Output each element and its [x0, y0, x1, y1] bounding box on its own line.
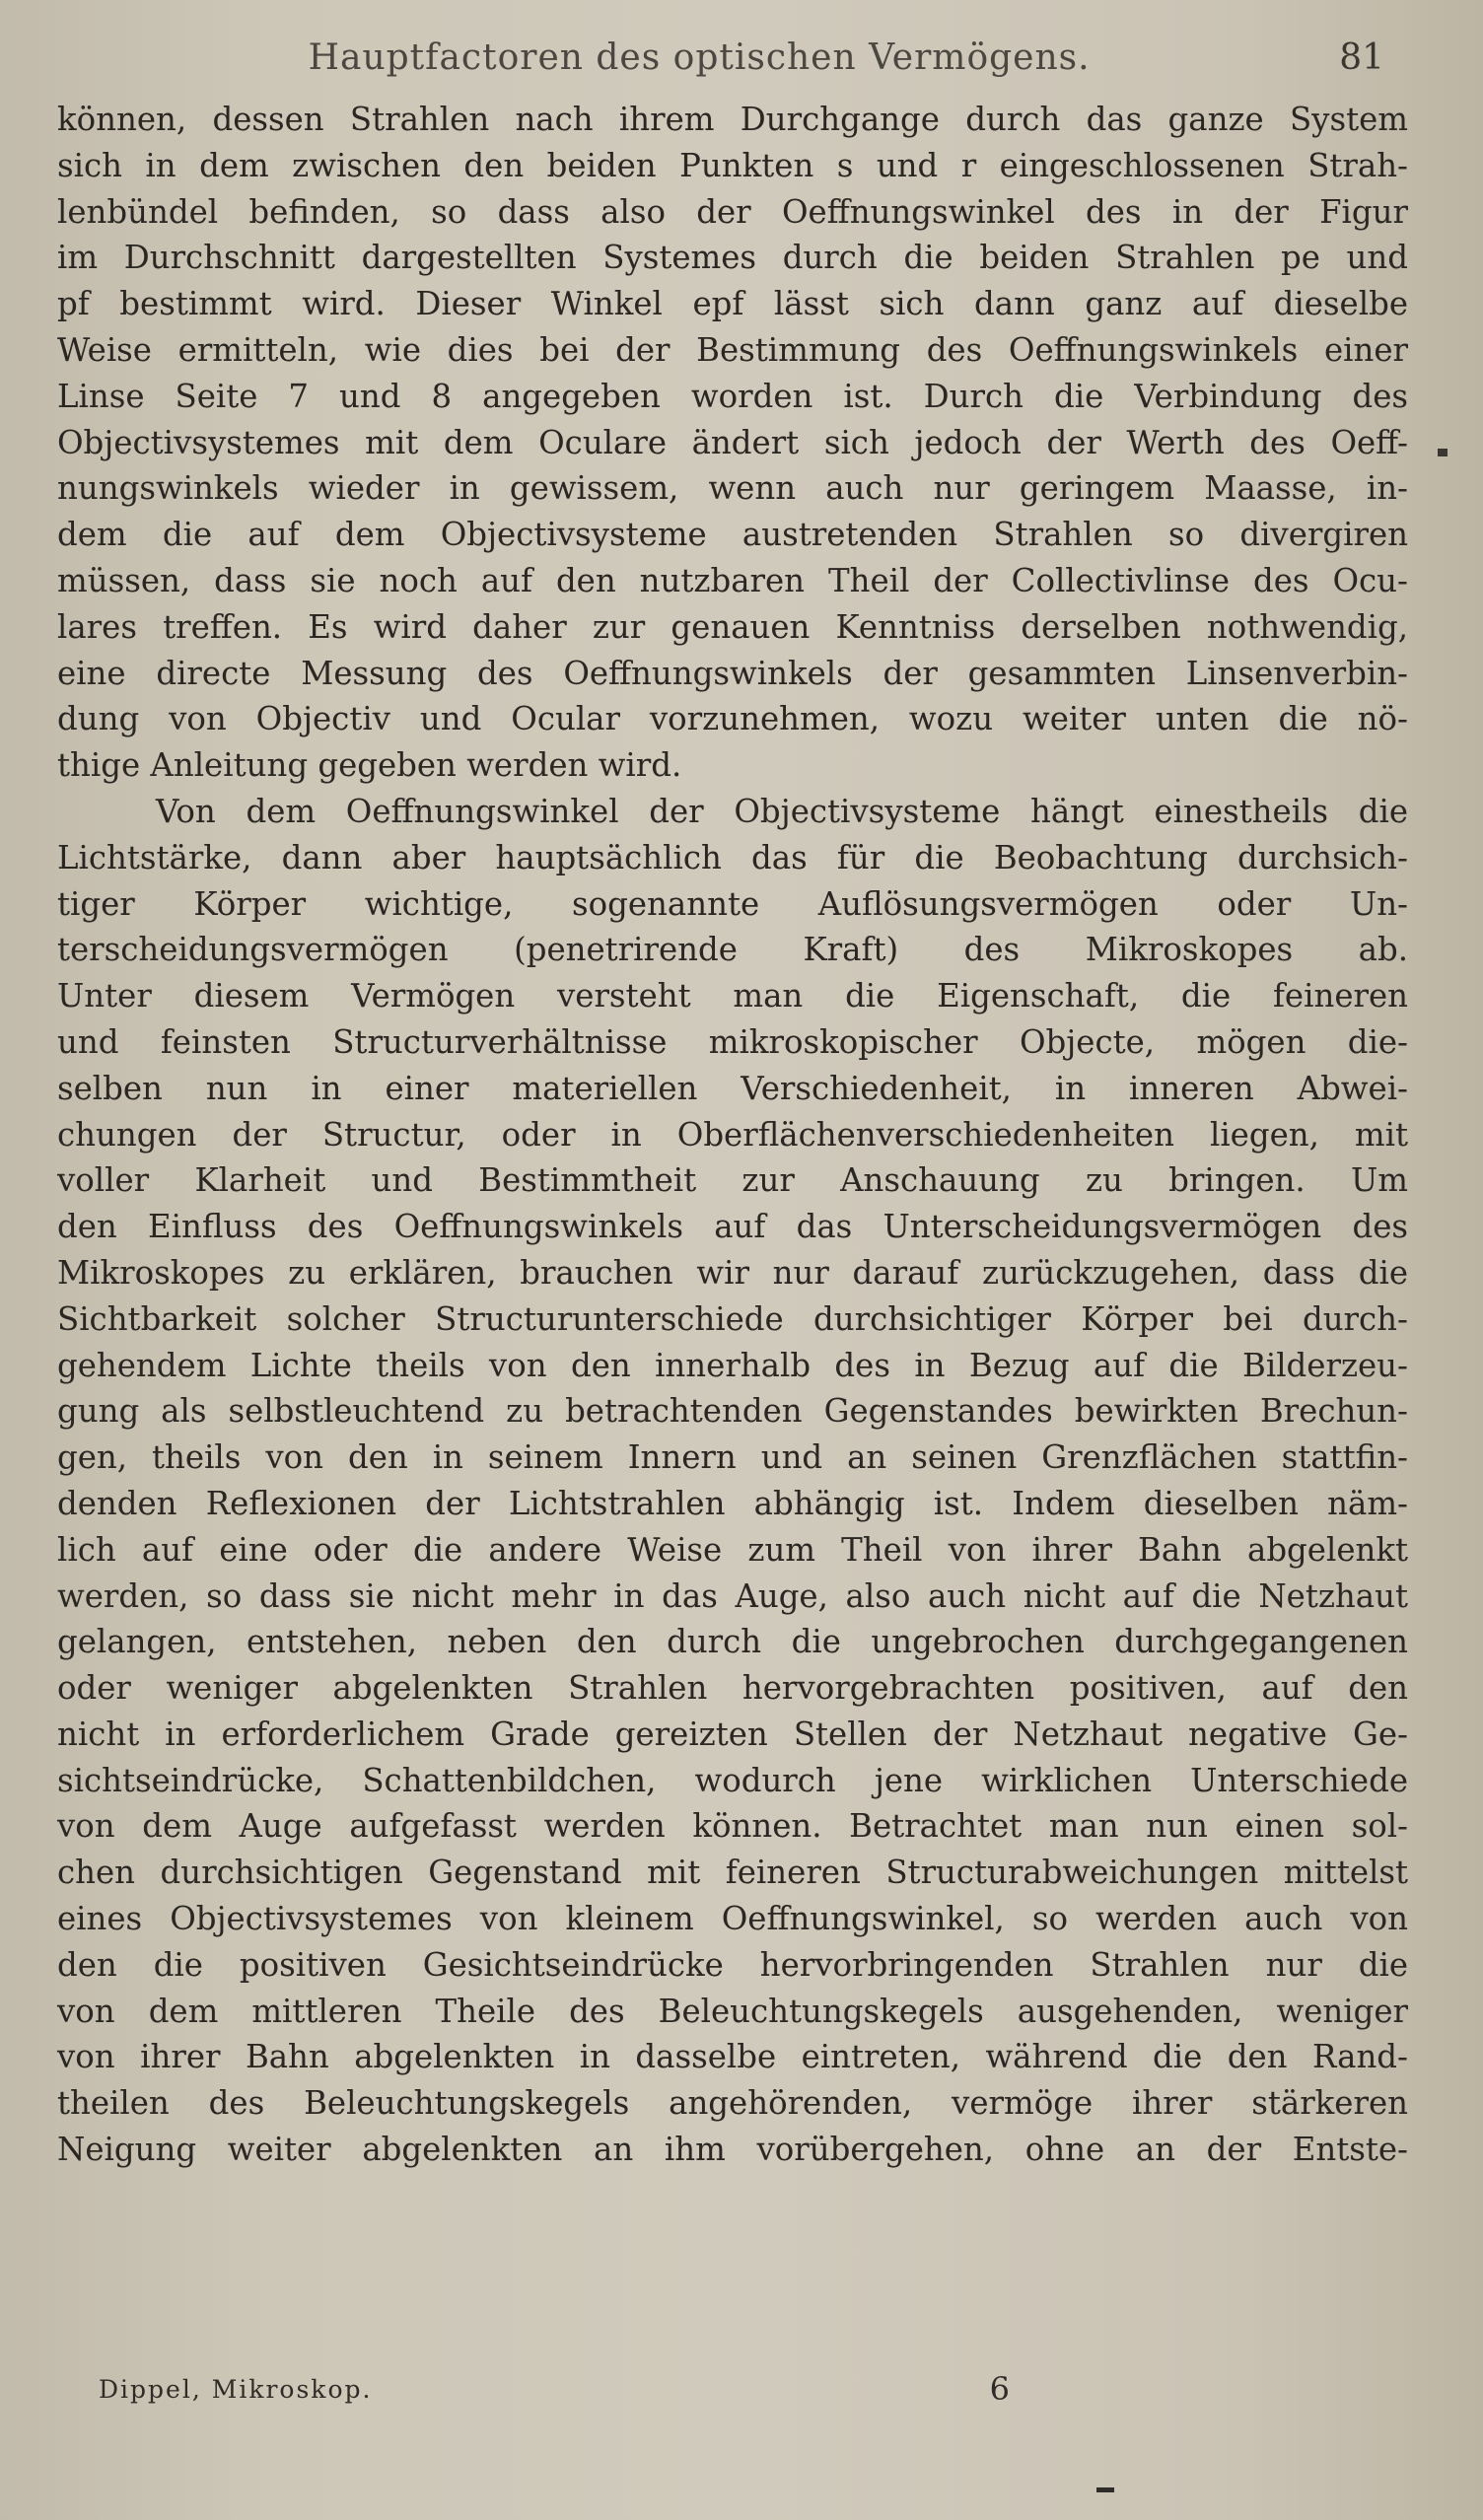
margin-mark	[1438, 449, 1448, 456]
text-line: Lichtstärke, dann aber hauptsächlich das für die Beobachtung durchsich-	[57, 838, 1408, 876]
text-line: eines Objectivsystemes von kleinem Oeffnungswinkel, so werden auch von	[57, 1900, 1408, 1938]
text-line: Linse Seite 7 und 8 angegeben worden ist. Durch die Verbindung des	[57, 377, 1408, 415]
footer-author: Dippel, Mikroskop.	[99, 2374, 373, 2404]
text-line: gelangen, entstehen, neben den durch die ungebrochen durchgegangenen	[57, 1623, 1408, 1661]
text-line: lich auf eine oder die andere Weise zum Theil von ihrer Bahn abgelenkt	[57, 1530, 1408, 1569]
text-line: chen durchsichtigen Gegenstand mit feineren Structurabweichungen mittelst	[57, 1854, 1408, 1892]
text-line: voller Klarheit und Bestimmtheit zur Anschauung zu bringen. Um	[57, 1161, 1408, 1200]
text-line: und feinsten Structurverhältnisse mikroskopischer Objecte, mögen die-	[57, 1022, 1408, 1061]
text-line: denden Reflexionen der Lichtstrahlen abhängig ist. Indem dieselben näm-	[57, 1484, 1408, 1522]
text-line: Neigung weiter abgelenkten an ihm vorübergehen, ohne an der Entste-	[57, 2131, 1408, 2169]
text-line: nungswinkels wieder in gewissem, wenn auch nur geringem Maasse, in-	[57, 469, 1408, 508]
text-line: gehendem Lichte theils von den innerhalb des in Bezug auf die Bilderzeu-	[57, 1346, 1408, 1384]
running-title: Hauptfactoren des optischen Vermögens.	[308, 36, 1091, 78]
text-line: selben nun in einer materiellen Verschiedenheit, in inneren Abwei-	[57, 1069, 1408, 1107]
text-line: können, dessen Strahlen nach ihrem Durchgange durch das ganze System	[57, 101, 1408, 138]
text-line: dung von Objectiv und Ocular vorzunehmen, wozu weiter unten die nö-	[57, 700, 1408, 738]
page-number: 81	[1339, 36, 1384, 78]
text-line: müssen, dass sie noch auf den nutzbaren Theil der Collectivlinse des Ocu-	[57, 561, 1408, 599]
text-line: oder weniger abgelenkten Strahlen hervorgebrachten positiven, auf den	[57, 1669, 1408, 1708]
text-line: Mikroskopes zu erklären, brauchen wir nur darauf zurückzugehen, dass die	[57, 1253, 1408, 1292]
signature-mark: 6	[989, 2370, 1010, 2408]
text-line: tiger Körper wichtige, sogenannte Auflösungsvermögen oder Un-	[57, 884, 1408, 923]
text-line: eine directe Messung des Oeffnungswinkels der gesammten Linsenverbin-	[57, 654, 1408, 692]
text-line: Weise ermitteln, wie dies bei der Bestimmung des Oeffnungswinkels einer	[57, 330, 1408, 369]
text-line: von dem Auge aufgefasst werden können. Betrachtet man nun einen sol-	[57, 1807, 1408, 1846]
text-line: Sichtbarkeit solcher Structurunterschiede durchsichtiger Körper bei durch-	[57, 1299, 1408, 1338]
text-line: pf bestimmt wird. Dieser Winkel epf lässt sich dann ganz auf dieselbe	[57, 285, 1408, 323]
text-line: dem die auf dem Objectivsysteme austretenden Strahlen so divergiren	[57, 516, 1408, 554]
text-line: gen, theils von den in seinem Innern und an seinen Grenzflächen stattfin-	[57, 1438, 1408, 1477]
page-footer	[99, 2364, 1384, 2414]
text-line: lares treffen. Es wird daher zur genauen Kenntniss derselben nothwendig,	[57, 607, 1408, 646]
text-line: den die positiven Gesichtseindrücke hervorbringenden Strahlen nur die	[57, 1945, 1408, 1984]
text-line: nicht in erforderlichem Grade gereizten Stellen der Netzhaut negative Ge-	[57, 1715, 1408, 1753]
page-header	[59, 28, 1384, 87]
text-line: werden, so dass sie nicht mehr in das Auge, also auch nicht auf die Netzhaut	[57, 1576, 1408, 1615]
body-text	[57, 97, 1408, 2173]
text-line: terscheidungsvermögen (penetrirende Kraft) des Mikroskopes ab.	[57, 931, 1408, 969]
text-line: im Durchschnitt dargestellten Systemes durch die beiden Strahlen pe und	[57, 239, 1408, 277]
text-line: lenbündel befinden, so dass also der Oeffnungswinkel des in der Figur	[57, 192, 1408, 231]
print-mark	[1096, 2487, 1114, 2492]
text-line: gung als selbstleuchtend zu betrachtenden Gegenstandes bewirkten Brechun-	[57, 1392, 1408, 1431]
text-line: sichtseindrücke, Schattenbildchen, wodurch jene wirklichen Unterschiede	[57, 1761, 1408, 1799]
text-line: chungen der Structur, oder in Oberflächenverschiedenheiten liegen, mit	[57, 1115, 1408, 1154]
text-line: thige Anleitung gegeben werden wird.	[57, 746, 682, 785]
paragraph-1	[57, 97, 1408, 789]
paragraph-2	[57, 789, 1408, 2173]
text-line: Objectivsystemes mit dem Oculare ändert sich jedoch der Werth des Oeff-	[57, 423, 1408, 461]
text-line: von dem mittleren Theile des Beleuchtungskegels ausgehenden, weniger	[57, 1992, 1408, 2030]
text-line: sich in dem zwischen den beiden Punkten s und r eingeschlossenen Strah-	[57, 146, 1408, 184]
text-line: theilen des Beleuchtungskegels angehörenden, vermöge ihrer stärkeren	[57, 2084, 1408, 2123]
text-line: Von dem Oeffnungswinkel der Objectivsysteme hängt einestheils die	[156, 792, 1408, 830]
text-line: von ihrer Bahn abgelenkten in dasselbe eintreten, während die den Rand-	[57, 2038, 1408, 2076]
text-line: den Einfluss des Oeffnungswinkels auf das Unterscheidungsvermögen des	[57, 1208, 1408, 1246]
text-line: Unter diesem Vermögen versteht man die Eigenschaft, die feineren	[57, 977, 1408, 1015]
